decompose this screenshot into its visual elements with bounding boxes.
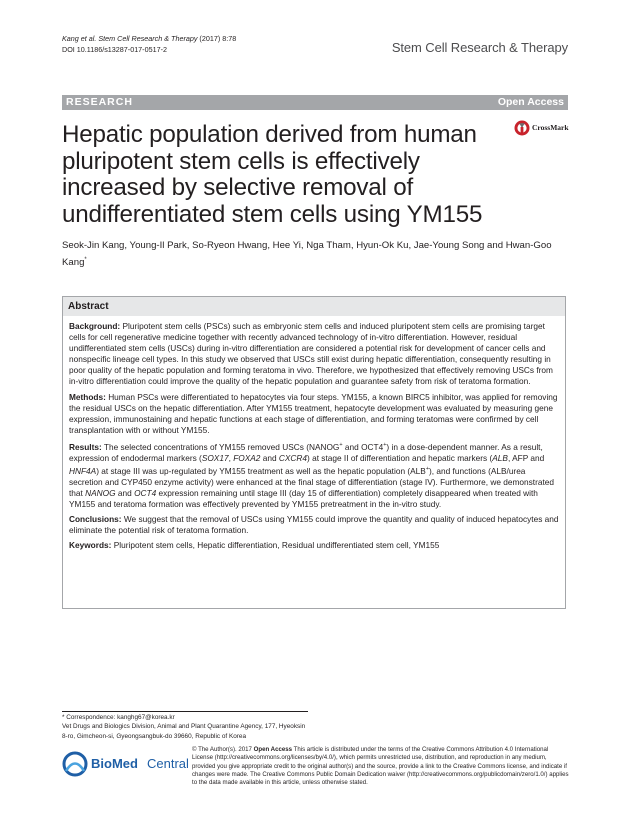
methods-label: Methods: [69,391,106,402]
crossmark-label: CrossMark [532,123,569,132]
footnote [62,713,312,741]
keywords-text: Pluripotent stem cells, Hepatic differentiation, Residual undifferentiated stem cell, YM155 [113,540,440,551]
running-header [62,34,236,55]
year-volume: (2017) 8:78 [197,34,237,43]
background-label: Background: [69,321,121,331]
keywords-label: Keywords: [69,540,112,551]
results-text: expression remaining until stage III (day 15 of differentiation) completely disappeared when treated with YM155 and teratoma formation was effectively prevented by YM155 pretreatment in the in-vitro study. [69,487,538,509]
biomed-central-logo [62,751,189,777]
article-type-band [62,95,568,110]
bmc-central: Central [147,756,189,771]
separator: and [260,452,279,463]
results-text: ), and functions (ALB/urea secretion and CYP450 enzyme activity) were enhanced at the final stage of differentiation (stage IV). Furthermore, we demonstrated that [69,465,555,498]
bmc-emblem-icon [62,751,88,777]
abstract-header [63,297,565,316]
conclusions-label: Conclusions: [69,514,122,525]
results-text: ) in a dose-dependent manner. As a result, expression of endodermal markers ( [69,441,543,463]
separator: and [115,487,135,498]
journal-citation: Kang et al. Stem Cell Research & Therapy [62,34,198,43]
gene-name: ALB [492,452,508,463]
abstract-box [62,296,566,609]
bmc-bio: BioMed [91,756,138,771]
gene-name: SOX17 [201,452,229,463]
article-type: RESEARCH [66,96,133,108]
abstract-background [69,321,561,388]
crossmark-badge[interactable] [514,120,568,136]
corresponding-mark: * [84,257,87,263]
methods-text: Human PSCs were differentiated to hepatocytes via four steps. YM155, a known BIRC5 inhibitor, was applied for removing the residual USCs on the hepatic differentiation. After YM155 treatment, hepatocyte development was evaluated by measuring gene expression, immunostaining and hepatic functions at each stage of differentiation, and forming teratomas were confirmed by cell transplantation with or without YM155. [69,391,558,435]
correspondence[interactable]: * Correspondence: kanghg67@korea.kr [62,714,175,721]
author-list [62,239,568,270]
doi: DOI 10.1186/s13287-017-0517-2 [62,44,167,54]
results-text: ) at stage III was up-regulated by YM155 treatment as well as the hepatic population (ALB [96,465,426,476]
results-text: ) at stage II of differentiation and hepatic markers ( [307,452,493,463]
license-text: This article is distributed under the terms of the Creative Commons Attribution 4.0 International License (http://creativecommons.org/licenses/by/4.0/), which permits unrestricted use, distribution, and reproduction in any medium, provided you give appropriate credit to the original author(s) and the source, provide a link to the Creative Commons license, and indicate if changes were made. The Creative Commons Public Domain Dedication waiver (http://creativecommons.org/publicdomain/zero/1.0/) applies to the data made available in this article, unless otherwise stated. [192,746,569,787]
results-text: , AFP and [507,452,545,463]
abstract-methods [69,392,561,436]
affiliation: Vet Drugs and Biologics Division, Animal and Plant Quarantine Agency, 177, Hyeoksin 8-ro, Gimcheon-si, Gyeongsangbuk-do 39660, Republic of Korea [62,723,306,740]
gene-name: OCT4 [134,487,157,498]
results-label: Results: [69,441,102,452]
gene-name: FOXA2 [233,452,261,463]
abstract-heading: Abstract [68,301,109,312]
open-access-label: Open Access [497,96,564,108]
article-title: Hepatic population derived from human pluripotent stem cells is effectively increased by selective removal of undifferentiated stem cells using YM155 [62,121,483,228]
gene-name: HNF4A [69,465,97,476]
abstract-results [69,440,561,510]
separator: , [228,452,234,463]
results-text: and OCT4 [342,441,384,452]
license-statement [192,746,570,787]
journal-name: Stem Cell Research & Therapy [391,40,568,55]
crossmark-icon [514,120,530,136]
gene-name: CXCR4 [278,452,308,463]
authors-text: Seok-Jin Kang, Young-Il Park, So-Ryeon Hwang, Hee Yi, Nga Tham, Hyun-Ok Ku, Jae-Young Song and Hwan-Goo Kang [62,240,552,269]
results-text: The selected concentrations of YM155 removed USCs (NANOG [103,441,340,452]
gene-name: NANOG [85,487,116,498]
sup-plus: + [425,465,430,472]
abstract-body [69,321,561,555]
background-text: Pluripotent stem cells (PSCs) such as embryonic stem cells and induced pluripotent stem cells are promising target cells for cell regenerative medicine together with recently advanced technology of in-vitro differentiation. However, residual undifferentiated stem cells (USCs) during in-vitro differentiation are considered a potential risk for development of cancer cells and nonspecific lineage cell types. In this study we observed that USCs still exist during hepatic differentiation, consequently resulting in poor quality of the hepatic population and forming teratoma in vivo. Therefore, we hypothesized that effectively removing USCs from in-vitro differentiation could improve the quality of the hepatic population and guarantee safety from risk of teratoma formation. [69,321,553,387]
abstract-conclusions [69,514,561,536]
conclusions-text: We suggest that the removal of USCs using YM155 could improve the quantity and quality of induced hepatocytes and eliminate the potential risk of teratoma formation. [69,514,559,536]
footnote-rule [62,711,308,712]
sup-plus: + [339,441,343,448]
sup-plus: + [383,441,387,448]
open-access-bold: Open Access [253,746,293,753]
abstract-keywords [69,540,561,551]
copyright: © The Author(s). 2017 [192,746,254,753]
